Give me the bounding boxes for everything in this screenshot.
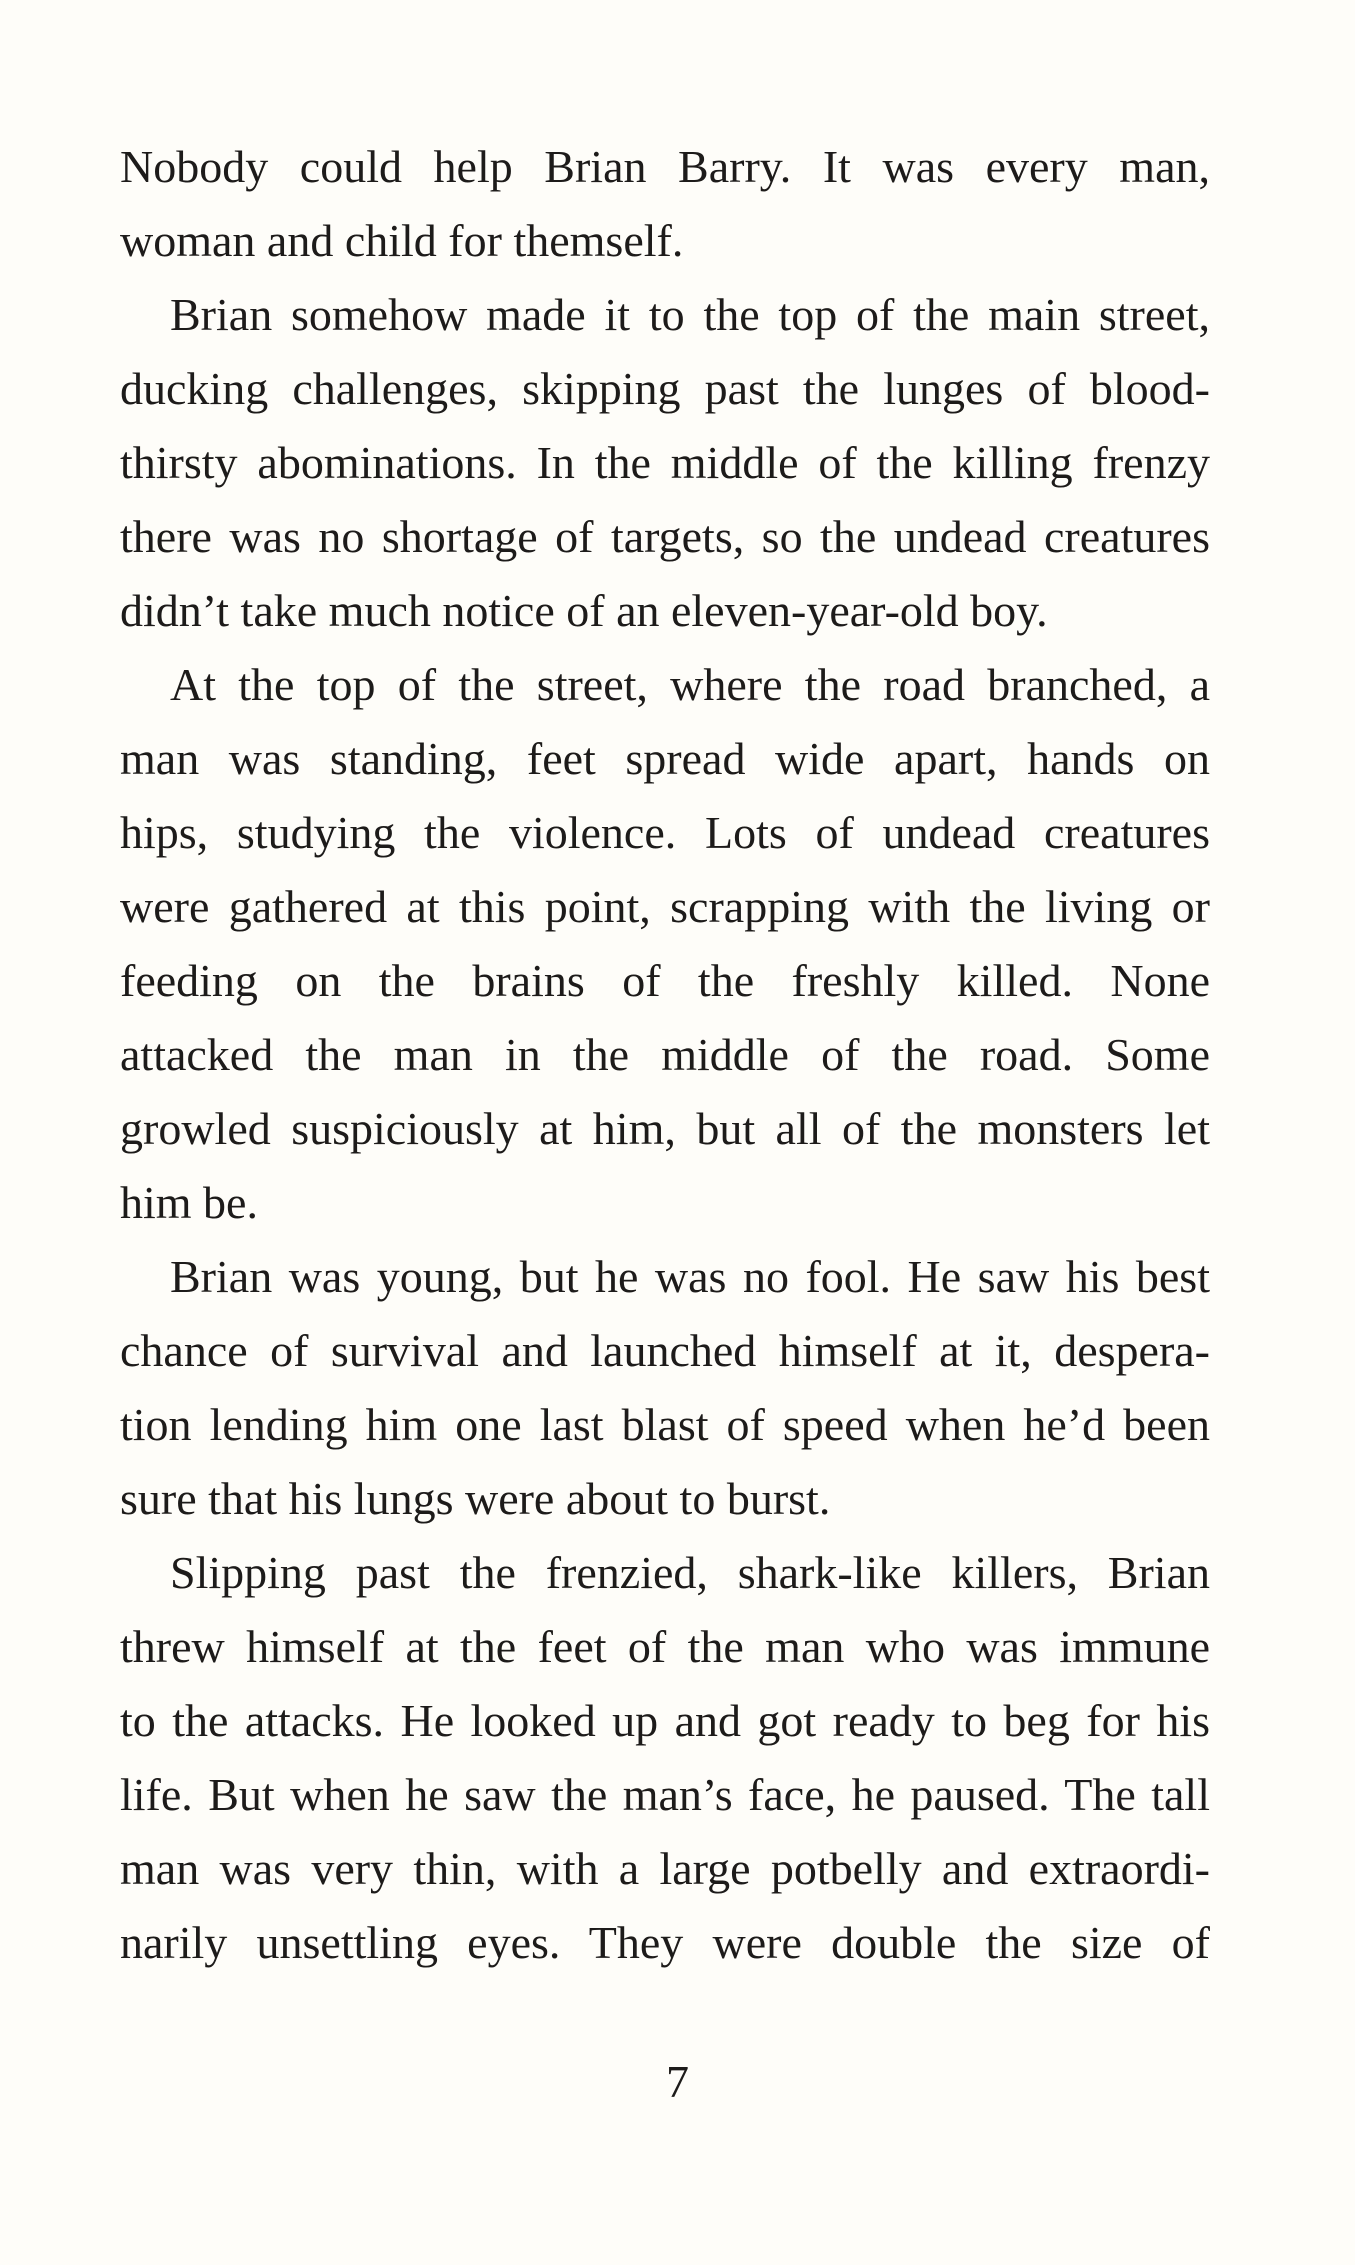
text-line: Brian was young, but he was no fool. He saw his best <box>170 1251 1210 1302</box>
text-line: ducking challenges, skipping past the lunges of blood- <box>120 363 1210 414</box>
text-line: woman and child for themself. <box>120 215 684 266</box>
text-line: sure that his lungs were about to burst. <box>120 1473 831 1524</box>
text-line: Brian somehow made it to the top of the main street, <box>170 289 1210 340</box>
text-line: to the attacks. He looked up and got ready to beg for his <box>120 1695 1210 1746</box>
text-line: growled suspiciously at him, but all of the monsters let <box>120 1103 1210 1154</box>
text-line: attacked the man in the middle of the road. Some <box>120 1029 1210 1080</box>
text-line: life. But when he saw the man’s face, he paused. The tall <box>120 1769 1210 1820</box>
paragraph <box>120 278 1210 648</box>
text-line: Slipping past the frenzied, shark-like killers, Brian <box>170 1547 1210 1598</box>
text-line: tion lending him one last blast of speed when he’d been <box>120 1399 1210 1450</box>
body-text <box>120 130 1210 1980</box>
text-line: were gathered at this point, scrapping with the living or <box>120 881 1210 932</box>
text-line: narily unsettling eyes. They were double the size of <box>120 1917 1210 1968</box>
text-line: threw himself at the feet of the man who was immune <box>120 1621 1210 1672</box>
text-line: man was very thin, with a large potbelly and extraordi- <box>120 1843 1210 1894</box>
text-line: man was standing, feet spread wide apart, hands on <box>120 733 1210 784</box>
page-number: 7 <box>666 2056 689 2107</box>
text-line: hips, studying the violence. Lots of undead creatures <box>120 807 1210 858</box>
text-line: feeding on the brains of the freshly killed. None <box>120 955 1210 1006</box>
text-line: thirsty abominations. In the middle of the killing frenzy <box>120 437 1210 488</box>
paragraph <box>120 1536 1210 1980</box>
paragraph <box>120 648 1210 1240</box>
paragraph <box>120 130 1210 278</box>
text-line: At the top of the street, where the road branched, a <box>170 659 1210 710</box>
text-line: him be. <box>120 1177 258 1228</box>
text-line: Nobody could help Brian Barry. It was every man, <box>120 141 1210 192</box>
text-line: chance of survival and launched himself at it, despera- <box>120 1325 1210 1376</box>
text-line: there was no shortage of targets, so the undead creatures <box>120 511 1210 562</box>
text-line: didn’t take much notice of an eleven-year-old boy. <box>120 585 1048 636</box>
paragraph <box>120 1240 1210 1536</box>
